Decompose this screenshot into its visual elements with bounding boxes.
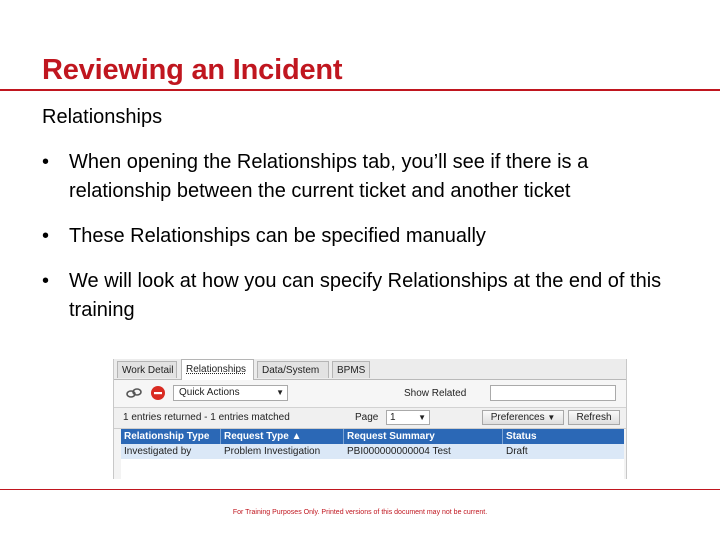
column-header-status[interactable]: Status (506, 431, 537, 442)
cell-request-summary: PBI000000000004 Test (347, 446, 451, 457)
bullet-text: When opening the Relationships tab, you’ll see if there is a relationship between the current ticket and another ticket (69, 151, 589, 202)
section-heading: Relationships (42, 106, 163, 128)
cell-request-type: Problem Investigation (224, 446, 321, 457)
chevron-down-icon: ▼ (418, 413, 426, 422)
show-related-label: Show Related (404, 388, 467, 399)
column-header-request-summary[interactable]: Request Summary (344, 429, 503, 444)
quick-actions-value: Quick Actions (179, 387, 240, 398)
page-value: 1 (390, 412, 396, 423)
bullet-text: These Relationships can be specified manually (69, 225, 486, 247)
tab-relationships[interactable]: Relationships (181, 359, 254, 380)
page-label: Page (355, 412, 379, 423)
slide-title: Reviewing an Incident (42, 54, 343, 86)
relationship-toolbar (114, 380, 626, 408)
column-header-request-type[interactable]: Request Type ▲ (221, 429, 344, 444)
bullet-marker: • (42, 225, 50, 247)
column-header-relationship-type[interactable]: Relationship Type (121, 429, 221, 444)
preferences-label: Preferences (490, 412, 545, 423)
cell-relationship-type: Investigated by (124, 446, 192, 457)
title-rule (0, 89, 720, 91)
page-select[interactable] (386, 410, 430, 425)
bullet-list (42, 148, 682, 341)
remove-icon[interactable] (150, 385, 166, 404)
tab-work-detail[interactable]: Work Detail (117, 361, 177, 378)
link-icon[interactable] (126, 386, 142, 403)
tab-bpms[interactable]: BPMS (332, 361, 370, 378)
tab-bar (114, 359, 626, 380)
tab-data-system[interactable]: Data/System (257, 361, 329, 378)
table-header (121, 429, 624, 444)
refresh-button[interactable]: Refresh (568, 410, 620, 425)
show-related-select[interactable] (490, 385, 616, 401)
bullet-text: We will look at how you can specify Relationships at the end of this training (69, 270, 662, 321)
chevron-down-icon: ▼ (276, 388, 284, 397)
bullet-item (42, 222, 682, 251)
bullet-item (42, 148, 682, 206)
bullet-item (42, 267, 682, 325)
cell-status: Draft (506, 446, 528, 457)
bullet-marker: • (42, 270, 50, 292)
footer-rule (0, 489, 720, 490)
pager-bar (114, 408, 626, 429)
relationships-screenshot (113, 359, 627, 479)
table-row[interactable] (121, 444, 624, 459)
bullet-marker: • (42, 151, 50, 173)
table-empty-area (121, 459, 624, 479)
preferences-button[interactable] (482, 410, 564, 425)
chevron-down-icon: ▼ (547, 413, 556, 422)
entries-count: 1 entries returned - 1 entries matched (123, 412, 290, 423)
quick-actions-select[interactable] (173, 385, 288, 401)
footer-disclaimer: For Training Purposes Only. Printed versions of this document may not be current. (232, 509, 488, 516)
